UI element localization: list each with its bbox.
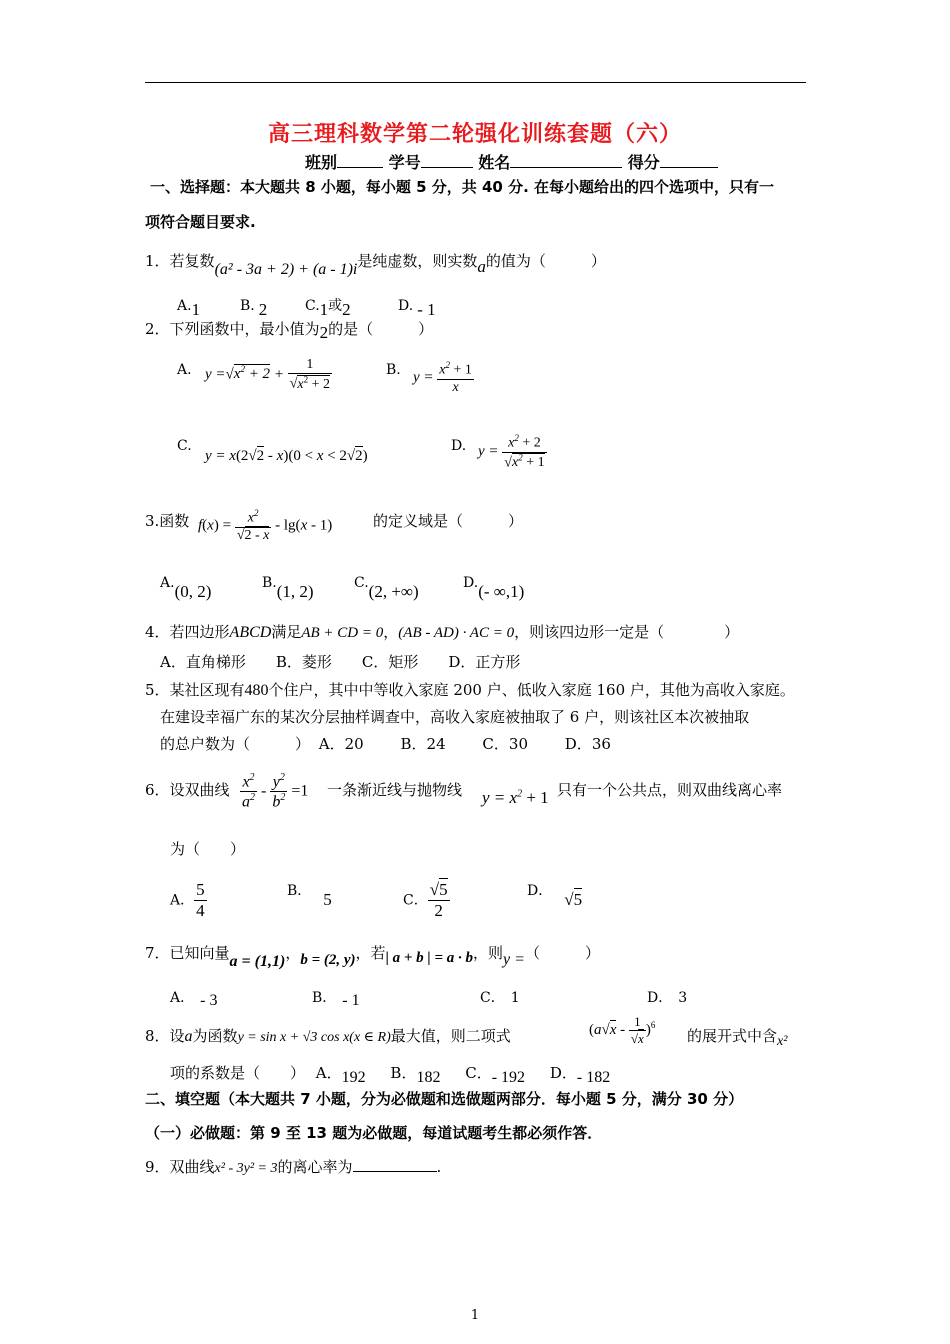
name-label: 姓名 xyxy=(478,153,511,172)
q6-option-c[interactable]: C． $\frac{√5}{2}$ xyxy=(403,880,448,920)
q6-option-b[interactable]: B． 5 xyxy=(287,883,332,909)
q2-option-b-label[interactable]: B. xyxy=(386,362,401,378)
page-number: 1 xyxy=(470,1308,480,1323)
q3-post: 的定义域是（ ） xyxy=(373,512,524,530)
number-label: 学号 xyxy=(388,153,421,172)
name-blank[interactable] xyxy=(510,153,622,168)
top-rule xyxy=(145,82,806,83)
q8-post: 的展开式中含x² xyxy=(687,1027,788,1049)
question-1 xyxy=(145,250,606,278)
q6-parabola: $y = x^2 + 1$ xyxy=(482,788,549,807)
q6-line2: 为（ ） xyxy=(170,840,246,858)
q3-option-b[interactable]: B.(1, 2) xyxy=(262,575,314,601)
q2-option-d-formula: y = $\frac{x^2 + 2}{√x^2 + 1}$ xyxy=(478,433,545,471)
page-title: 高三理科数学第二轮强化训练套题（六） xyxy=(267,122,682,147)
q6-option-a[interactable]: A． $\frac{5}{4}$ xyxy=(170,880,205,920)
q1-post: 是纯虚数，则实数 xyxy=(357,252,478,270)
q1-end: 的值为（ ） xyxy=(485,252,606,270)
q3-option-d[interactable]: D.(- ∞,1) xyxy=(463,575,525,601)
score-label: 得分 xyxy=(627,153,660,172)
q3-option-a[interactable]: A.(0, 2) xyxy=(160,575,212,601)
q2-option-c-label[interactable]: C. xyxy=(177,438,192,454)
q2-option-a-label[interactable]: A. xyxy=(177,362,192,378)
q2-option-b-formula: y = $\frac{x^2 + 1}{x}$ xyxy=(413,360,472,395)
q7-option-a[interactable]: A． - 3 xyxy=(170,990,218,1009)
q1-option-c[interactable]: C.1或2 xyxy=(305,298,351,319)
q8-line2: 项的系数是（ ） A．192 B．182 C．- 192 D．- 182 xyxy=(170,1064,611,1086)
q2-option-a-formula: $y =√x^2 + 2$ + $\frac{1}{√x^2 + 2}$ xyxy=(205,357,330,392)
q1-option-a[interactable]: A.1 xyxy=(177,298,201,319)
q6-option-d[interactable]: D． √5 xyxy=(527,883,583,909)
q6-hyperbola: $\frac{x^2}{a^2}$ - $\frac{y^2}{b^2}$ =1 xyxy=(242,772,309,811)
q3-option-c[interactable]: C.(2, +∞) xyxy=(354,575,419,601)
q1-option-b[interactable]: B. 2 xyxy=(240,298,268,319)
q1-number: 1． xyxy=(145,252,170,270)
question-5-line2: 在建设幸福广东的某次分层抽样调查中，高收入家庭被抽取了 6 户，则该社区本次被抽取 xyxy=(160,708,750,726)
question-6: 6．设双曲线 xyxy=(145,781,230,799)
class-label: 班别 xyxy=(305,153,338,172)
student-info-line xyxy=(305,150,718,173)
q1-pre: 若复数 xyxy=(169,252,215,270)
q9-answer-blank[interactable] xyxy=(353,1157,437,1172)
question-3: 3.函数 xyxy=(145,512,190,530)
score-blank[interactable] xyxy=(660,153,718,168)
q1-expression: (a² - 3a + 2) + (a - 1)i xyxy=(214,261,358,278)
question-7: 7．已知向量a = (1,1)，b = (2, y)，若| a + b | = a · b，则y =（ ） xyxy=(145,944,600,970)
section2-title: 二、填空题（本大题共 7 小题，分为必做题和选做题两部分．每小题 5 分，满分 30 分） xyxy=(145,1090,744,1108)
section1-line2: 项符合题目要求. xyxy=(145,213,256,231)
q1-variable: a xyxy=(477,257,486,276)
q4-options[interactable]: A．直角梯形 B．菱形 C．矩形 D．正方形 xyxy=(160,653,521,671)
number-blank[interactable] xyxy=(421,153,473,168)
class-blank[interactable] xyxy=(337,153,383,168)
q6-post: 只有一个公共点，则双曲线离心率 xyxy=(557,781,783,799)
question-2: 2．下列函数中，最小值为2的是（ ） xyxy=(145,320,434,342)
question-9: 9．双曲线x² - 3y² = 3的离心率为 . xyxy=(145,1158,442,1176)
q1-option-d[interactable]: D. - 1 xyxy=(398,298,436,319)
section1-line1: 一、选择题：本大题共 8 小题，每小题 5 分，共 40 分. 在每小题给出的四个选项中，只有一 xyxy=(150,178,775,196)
question-4: 4．若四边形ABCD满足AB + CD = 0，(AB - AD) · AC = 0，则该四边形一定是（ ） xyxy=(145,623,740,641)
question-5-line3: 的总户数为（ ） A．20 B．24 C．30 D．36 xyxy=(160,735,611,753)
question-5-line1: 5．某社区现有480个住户，其中中等收入家庭 200 户、低收入家庭 160 户，其他为高收入家庭。 xyxy=(145,681,795,699)
q7-option-c[interactable]: C． 1 xyxy=(480,990,520,1006)
q2-option-c-formula: y = x(2√2 - x)(0 < x < 2√2) xyxy=(205,448,368,464)
q2-option-d-label[interactable]: D. xyxy=(451,438,467,454)
q8-binomial: (a√x - $\frac{1}{√x}$ )$^6$ xyxy=(589,1014,656,1046)
q7-option-b[interactable]: B． - 1 xyxy=(312,990,360,1009)
question-8: 8．设a为函数y = sin x + √3 cos x(x ∈ R)最大值，则二项式 xyxy=(145,1027,511,1045)
q6-mid: 一条渐近线与抛物线 xyxy=(327,781,463,799)
section2-subtitle: （一）必做题：第 9 至 13 题为必做题，每道试题考生都必须作答． xyxy=(145,1124,603,1142)
q3-formula: f(x) = $\frac{x^2}{√2 - x}$ - lg(x - 1) xyxy=(198,508,333,543)
q7-option-d[interactable]: D． 3 xyxy=(647,990,688,1006)
